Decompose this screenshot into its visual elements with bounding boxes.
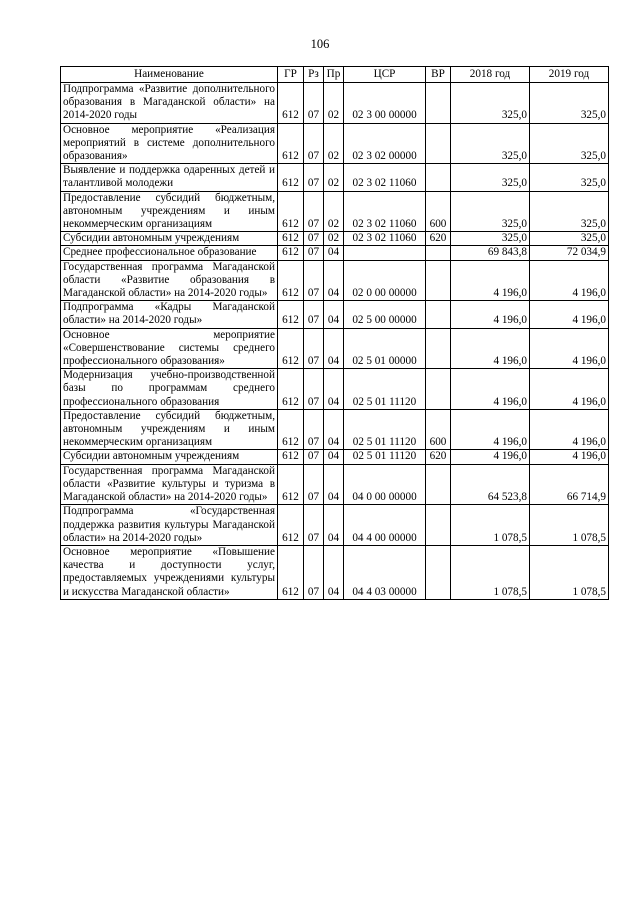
row-name: Основное мероприятие «Реализация мероприятий в системе дополнительного образования»	[61, 123, 278, 164]
row-amount-2019: 325,0	[530, 232, 609, 246]
row-gr: 612	[278, 260, 304, 301]
row-rz: 07	[304, 328, 324, 369]
table-row	[61, 123, 609, 164]
row-amount-2018: 325,0	[451, 232, 530, 246]
row-vr: 600	[426, 409, 451, 450]
row-csr	[344, 246, 426, 260]
row-amount-2019: 325,0	[530, 83, 609, 124]
row-vr	[426, 505, 451, 546]
page-number: 106	[310, 37, 330, 51]
row-pr: 02	[324, 83, 344, 124]
row-csr: 02 5 01 11120	[344, 450, 426, 464]
row-gr: 612	[278, 409, 304, 450]
row-amount-2018: 325,0	[451, 191, 530, 232]
row-amount-2018: 69 843,8	[451, 246, 530, 260]
table-header-row	[61, 67, 609, 83]
header-csr: ЦСР	[344, 67, 426, 83]
table-row	[61, 260, 609, 301]
row-amount-2018: 325,0	[451, 164, 530, 191]
row-vr	[426, 464, 451, 505]
row-name: Государственная программа Магаданской области «Развитие культуры и туризма в Магаданской области» на 2014-2020 годы»	[61, 464, 278, 505]
row-gr: 612	[278, 301, 304, 328]
row-amount-2018: 4 196,0	[451, 328, 530, 369]
row-pr: 02	[324, 191, 344, 232]
row-amount-2019: 325,0	[530, 123, 609, 164]
row-amount-2018: 4 196,0	[451, 450, 530, 464]
row-gr: 612	[278, 232, 304, 246]
row-csr: 02 5 00 00000	[344, 301, 426, 328]
row-amount-2018: 1 078,5	[451, 545, 530, 599]
row-amount-2018: 64 523,8	[451, 464, 530, 505]
row-pr: 04	[324, 409, 344, 450]
table-row	[61, 328, 609, 369]
row-gr: 612	[278, 464, 304, 505]
row-rz: 07	[304, 83, 324, 124]
row-pr: 02	[324, 123, 344, 164]
row-gr: 612	[278, 369, 304, 410]
row-amount-2019: 1 078,5	[530, 545, 609, 599]
row-csr: 02 5 01 11120	[344, 409, 426, 450]
row-name: Выявление и поддержка одаренных детей и талантливой молодежи	[61, 164, 278, 191]
row-amount-2019: 72 034,9	[530, 246, 609, 260]
row-gr: 612	[278, 246, 304, 260]
row-pr: 04	[324, 464, 344, 505]
row-vr	[426, 123, 451, 164]
row-rz: 07	[304, 505, 324, 546]
table-row	[61, 232, 609, 246]
row-name: Субсидии автономным учреждениям	[61, 232, 278, 246]
row-csr: 02 3 02 11060	[344, 191, 426, 232]
row-csr: 02 3 02 11060	[344, 164, 426, 191]
header-name: Наименование	[61, 67, 278, 83]
row-name: Предоставление субсидий бюджетным, автономным учреждениям и иным некоммерческим организациям	[61, 409, 278, 450]
row-pr: 02	[324, 164, 344, 191]
row-amount-2018: 1 078,5	[451, 505, 530, 546]
table-row	[61, 246, 609, 260]
table-row	[61, 505, 609, 546]
row-rz: 07	[304, 369, 324, 410]
row-rz: 07	[304, 450, 324, 464]
row-name: Предоставление субсидий бюджетным, автономным учреждениям и иным некоммерческим организациям	[61, 191, 278, 232]
row-amount-2019: 4 196,0	[530, 409, 609, 450]
row-csr: 02 5 01 00000	[344, 328, 426, 369]
row-vr	[426, 328, 451, 369]
row-rz: 07	[304, 191, 324, 232]
row-rz: 07	[304, 545, 324, 599]
row-vr: 620	[426, 450, 451, 464]
header-2019: 2019 год	[530, 67, 609, 83]
row-pr: 04	[324, 246, 344, 260]
row-gr: 612	[278, 450, 304, 464]
row-gr: 612	[278, 505, 304, 546]
table-row	[61, 164, 609, 191]
row-vr	[426, 545, 451, 599]
row-name: Модернизация учебно-производственной базы по программам среднего профессионального образования	[61, 369, 278, 410]
row-name: Субсидии автономным учреждениям	[61, 450, 278, 464]
row-name: Подпрограмма «Государственная поддержка развития культуры Магаданской области» на 2014-2020 годы»	[61, 505, 278, 546]
row-pr: 04	[324, 450, 344, 464]
row-csr: 02 3 02 11060	[344, 232, 426, 246]
row-name: Основное мероприятие «Повышение качества и доступности услуг, предоставляемых учреждениями культуры и искусства Магаданской области»	[61, 545, 278, 599]
row-gr: 612	[278, 545, 304, 599]
row-rz: 07	[304, 301, 324, 328]
row-amount-2018: 4 196,0	[451, 301, 530, 328]
row-pr: 04	[324, 369, 344, 410]
table-row	[61, 83, 609, 124]
row-rz: 07	[304, 232, 324, 246]
table-row	[61, 301, 609, 328]
row-vr	[426, 246, 451, 260]
row-csr: 04 4 03 00000	[344, 545, 426, 599]
row-vr	[426, 260, 451, 301]
row-vr: 620	[426, 232, 451, 246]
row-rz: 07	[304, 246, 324, 260]
row-pr: 04	[324, 301, 344, 328]
row-amount-2019: 325,0	[530, 164, 609, 191]
row-amount-2018: 4 196,0	[451, 260, 530, 301]
row-csr: 02 0 00 00000	[344, 260, 426, 301]
row-vr	[426, 164, 451, 191]
row-gr: 612	[278, 123, 304, 164]
table-row	[61, 450, 609, 464]
row-vr: 600	[426, 191, 451, 232]
table-row	[61, 464, 609, 505]
row-amount-2019: 4 196,0	[530, 301, 609, 328]
row-amount-2019: 4 196,0	[530, 450, 609, 464]
row-name: Подпрограмма «Развитие дополнительного образования в Магаданской области» на 2014-2020 годы	[61, 83, 278, 124]
row-amount-2018: 4 196,0	[451, 369, 530, 410]
row-amount-2018: 4 196,0	[451, 409, 530, 450]
row-gr: 612	[278, 164, 304, 191]
row-csr: 02 3 00 00000	[344, 83, 426, 124]
header-rz: Рз	[304, 67, 324, 83]
table-row	[61, 409, 609, 450]
row-amount-2019: 4 196,0	[530, 260, 609, 301]
row-gr: 612	[278, 328, 304, 369]
row-pr: 04	[324, 260, 344, 301]
row-csr: 04 0 00 00000	[344, 464, 426, 505]
budget-table	[60, 66, 609, 600]
row-amount-2019: 325,0	[530, 191, 609, 232]
row-name: Государственная программа Магаданской области «Развитие образования в Магаданской области» на 2014-2020 годы»	[61, 260, 278, 301]
row-rz: 07	[304, 409, 324, 450]
row-pr: 04	[324, 505, 344, 546]
row-rz: 07	[304, 164, 324, 191]
row-amount-2019: 4 196,0	[530, 369, 609, 410]
row-gr: 612	[278, 83, 304, 124]
header-pr: Пр	[324, 67, 344, 83]
row-csr: 04 4 00 00000	[344, 505, 426, 546]
row-vr	[426, 83, 451, 124]
row-pr: 04	[324, 545, 344, 599]
row-amount-2019: 1 078,5	[530, 505, 609, 546]
row-pr: 02	[324, 232, 344, 246]
row-vr	[426, 369, 451, 410]
row-rz: 07	[304, 464, 324, 505]
table-row	[61, 369, 609, 410]
row-amount-2018: 325,0	[451, 123, 530, 164]
row-amount-2018: 325,0	[451, 83, 530, 124]
header-2018: 2018 год	[451, 67, 530, 83]
row-amount-2019: 66 714,9	[530, 464, 609, 505]
header-gr: ГР	[278, 67, 304, 83]
row-name: Подпрограмма «Кадры Магаданской области» на 2014-2020 годы»	[61, 301, 278, 328]
table-row	[61, 191, 609, 232]
row-gr: 612	[278, 191, 304, 232]
row-rz: 07	[304, 260, 324, 301]
row-name: Основное мероприятие «Совершенствование системы среднего профессионального образования»	[61, 328, 278, 369]
row-rz: 07	[304, 123, 324, 164]
row-name: Среднее профессиональное образование	[61, 246, 278, 260]
row-vr	[426, 301, 451, 328]
header-vr: ВР	[426, 67, 451, 83]
row-amount-2019: 4 196,0	[530, 328, 609, 369]
row-pr: 04	[324, 328, 344, 369]
row-csr: 02 3 02 00000	[344, 123, 426, 164]
row-csr: 02 5 01 11120	[344, 369, 426, 410]
table-row	[61, 545, 609, 599]
